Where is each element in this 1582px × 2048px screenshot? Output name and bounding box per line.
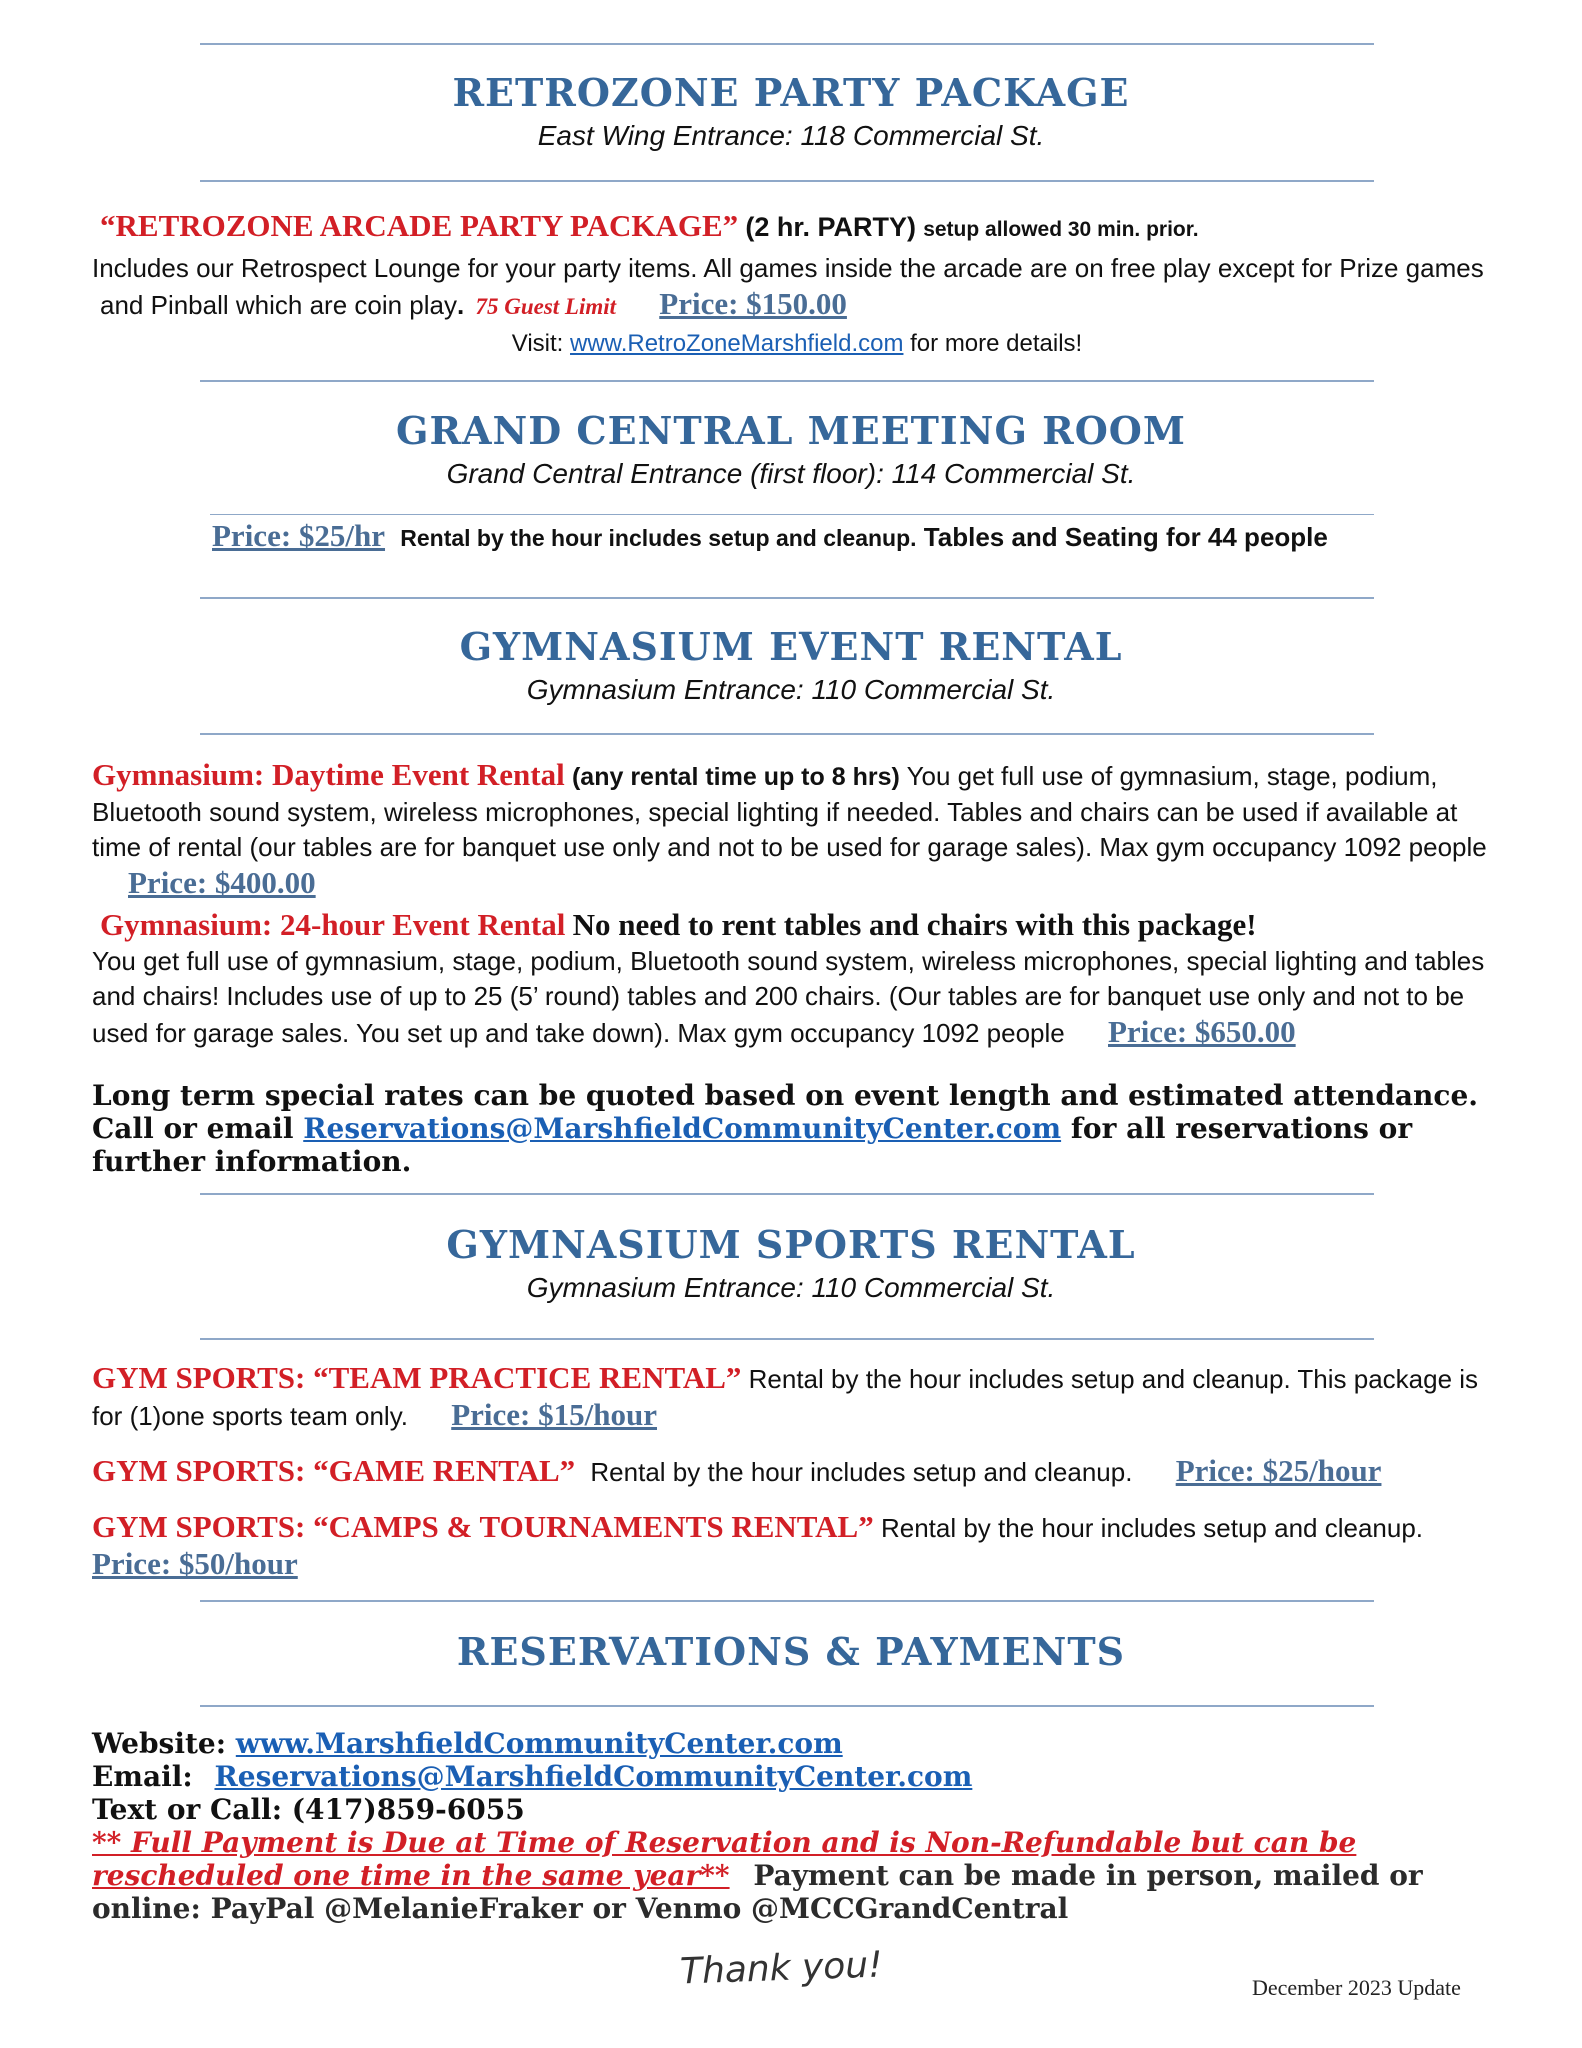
gym-24hr-description: You get full use of gymnasium, stage, podium, Bluetooth sound system, wireless microphones, special lighting and tables and chairs! Includes use of up to 25 (5’ round) tables and 200 chairs. (Our tables are for banquet use only and not to be used for garage sales. You set up and take down). Max gym occupancy 1092 people (92, 946, 1485, 1048)
retrozone-duration: (2 hr. PARTY) (745, 212, 916, 242)
game-rental (92, 1453, 1502, 1490)
retrozone-period: . (457, 290, 465, 320)
team-practice-description: Rental by the hour includes setup and cleanup. This package is for (1)one sports team only. (92, 1364, 1479, 1431)
game-rental-name: GYM SPORTS: “GAME RENTAL” (92, 1453, 576, 1488)
divider (200, 733, 1374, 735)
retrozone-guest-limit: 75 Guest Limit (475, 294, 617, 319)
retrozone-visit (92, 326, 1502, 361)
payment-terms (92, 1826, 1502, 1925)
game-rental-description: Rental by the hour includes setup and cleanup. (590, 1457, 1133, 1487)
divider (200, 180, 1374, 182)
visit-prefix: Visit: (511, 330, 564, 357)
long-term-text: Long term special rates can be quoted based on event length and estimated attendance. Call or email (92, 1079, 1479, 1145)
retrozone-website-link[interactable]: www.RetroZoneMarshfield.com (570, 330, 904, 357)
email-label: Email: (92, 1760, 193, 1793)
gym-daytime-rental (92, 757, 1502, 902)
retrozone-package-name: “RETROZONE ARCADE PARTY PACKAGE” (100, 208, 739, 243)
retrozone-price: Price: $150.00 (659, 286, 847, 321)
website-label: Website: (92, 1727, 227, 1760)
team-practice-name: GYM SPORTS: “TEAM PRACTICE RENTAL” (92, 1360, 742, 1395)
thank-you-note: Thank you! (679, 1944, 884, 1993)
divider (200, 1705, 1374, 1707)
reservations-contact (92, 1727, 1502, 1925)
gym-24hr-price: Price: $650.00 (1108, 1014, 1296, 1049)
gym-event-entrance: Gymnasium Entrance: 110 Commercial St. (526, 674, 1056, 705)
divider (200, 1193, 1374, 1195)
game-rental-price: Price: $25/hour (1175, 1453, 1382, 1488)
gym-sports-entrance: Gymnasium Entrance: 110 Commercial St. (526, 1272, 1056, 1303)
retrozone-package (92, 208, 1502, 361)
grand-central-title: GRAND CENTRAL MEETING ROOM (396, 408, 1186, 453)
grand-central-description: Rental by the hour includes setup and cleanup. (400, 525, 917, 551)
email-line (92, 1760, 1502, 1793)
reservations-title: RESERVATIONS & PAYMENTS (456, 1629, 1126, 1674)
gym-24hr-rental (92, 907, 1502, 1051)
team-practice-price: Price: $15/hour (451, 1397, 657, 1432)
long-term-rates (92, 1079, 1502, 1178)
divider (200, 380, 1374, 382)
divider (200, 1600, 1374, 1602)
camps-rental-price: Price: $50/hour (92, 1546, 298, 1581)
website-line (92, 1727, 1502, 1760)
payment-methods: Payment can be made in person, mailed or online: PayPal @MelanieFraker or Venmo @MCCGrandCentral (92, 1859, 1423, 1925)
retrozone-package-header (92, 208, 1502, 247)
camps-rental-name: GYM SPORTS: “CAMPS & TOURNAMENTS RENTAL” (92, 1509, 874, 1544)
gym-daytime-name: Gymnasium: Daytime Event Rental (92, 757, 565, 792)
gym-daytime-description: You get full use of gymnasium, stage, podium, Bluetooth sound system, wireless microphones, special lighting if needed. Tables and chairs can be used if available at time of rental (our tables are for banquet use only and not to be used for garage sales). Max gym occupancy 1092 people (92, 761, 1487, 862)
divider (210, 514, 1374, 515)
phone-line: Text or Call: (417)859-6055 (92, 1793, 525, 1826)
gym-daytime-duration: (any rental time up to 8 hrs) (571, 763, 900, 791)
grand-central-seating: Tables and Seating for 44 people (923, 522, 1328, 552)
team-practice-rental (92, 1360, 1502, 1434)
long-term-email-link[interactable]: Reservations@MarshfieldCommunityCenter.com (303, 1112, 1062, 1145)
gym-24hr-name: Gymnasium: 24-hour Event Rental (100, 907, 566, 942)
gym-24hr-header (92, 907, 1502, 944)
grand-central-entrance: Grand Central Entrance (first floor): 114 Commercial St. (446, 458, 1136, 489)
update-date: December 2023 Update (1252, 1975, 1461, 2000)
retrozone-title: RETROZONE PARTY PACKAGE (452, 70, 1130, 115)
retrozone-setup-note: setup allowed 30 min. prior. (923, 218, 1199, 241)
retrozone-description: Includes our Retrospect Lounge for your party items. All games inside the arcade are on free play except for Prize games and Pinball which are coin play (92, 253, 1484, 320)
grand-central-price: Price: $25/hr (212, 518, 386, 553)
gym-24hr-tagline: No need to rent tables and chairs with this package! (572, 907, 1257, 942)
camps-rental-description: Rental by the hour includes setup and cleanup. (880, 1513, 1424, 1543)
retrozone-entrance: East Wing Entrance: 118 Commercial St. (537, 120, 1045, 151)
website-link[interactable]: www.MarshfieldCommunityCenter.com (235, 1727, 843, 1760)
camps-rental (92, 1509, 1502, 1583)
gym-event-title: GYMNASIUM EVENT RENTAL (459, 624, 1123, 669)
gym-sports-title: GYMNASIUM SPORTS RENTAL (446, 1222, 1136, 1267)
gym-daytime-price: Price: $400.00 (128, 865, 316, 900)
gym-24hr-body (92, 944, 1502, 1051)
email-link[interactable]: Reservations@MarshfieldCommunityCenter.com (214, 1760, 973, 1793)
grand-central-pricing (212, 518, 1582, 556)
long-term-suffix: for all reservations or further information. (92, 1112, 1413, 1178)
divider (200, 1338, 1374, 1340)
retrozone-description-block (92, 251, 1502, 324)
divider (200, 597, 1374, 599)
divider (200, 43, 1374, 45)
payment-policy: ** Full Payment is Due at Time of Reservation and is Non-Refundable but can be rescheduled one time in the same year** (92, 1826, 1357, 1892)
visit-suffix: for more details! (910, 330, 1083, 357)
